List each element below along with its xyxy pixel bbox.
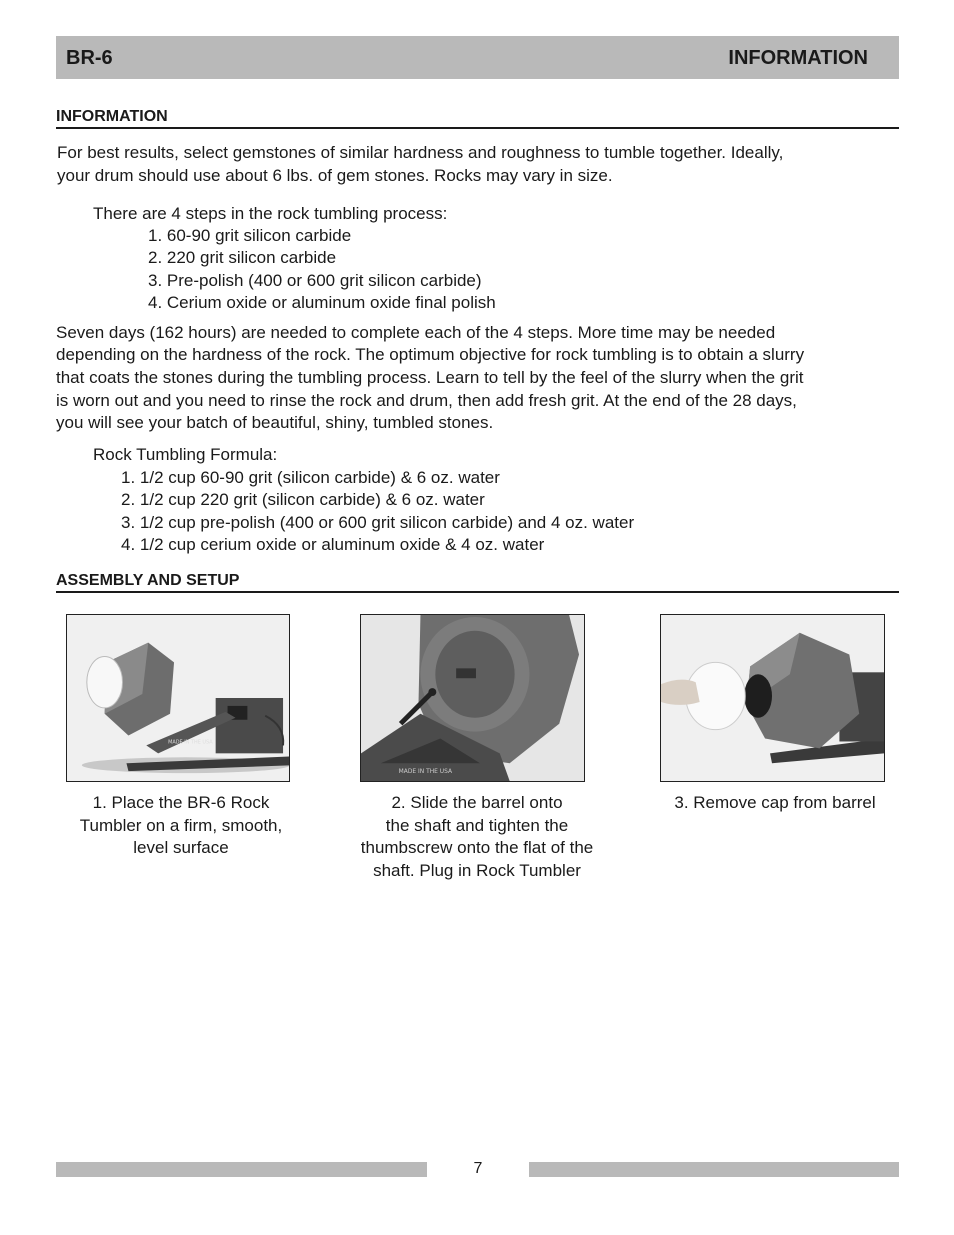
step-2-caption [337,792,617,883]
step-3-caption [650,792,900,815]
photo-label: MADE IN THE USA [398,768,453,776]
step-1-caption [56,792,306,860]
page-number: 7 [473,1160,483,1177]
body-line: Seven days (162 hours) are needed to complete each of the 4 steps. More time may be needed [56,323,776,342]
step-item: 4. Cerium oxide or aluminum oxide final polish [148,293,496,312]
caption-line: 2. Slide the barrel onto [391,793,563,812]
formula-intro: Rock Tumbling Formula: [93,445,278,464]
caption-line: the shaft and tighten the [385,815,569,835]
formula-item: 2. 1/2 cup 220 grit (silicon carbide) & 6 oz. water [121,490,485,509]
assembly-heading: ASSEMBLY AND SETUP [56,572,899,593]
formula-item: 4. 1/2 cup cerium oxide or aluminum oxide & 4 oz. water [121,535,545,554]
formula-item: 1. 1/2 cup 60-90 grit (silicon carbide) & 6 oz. water [121,468,500,487]
step-item: 1. 60-90 grit silicon carbide [148,226,352,245]
tumbler-on-surface-photo [66,614,290,782]
body-line: depending on the hardness of the rock. The optimum objective for rock tumbling is to obtain a slurry [56,345,805,364]
footer-bar-right [529,1162,899,1177]
page-header [56,36,899,79]
header-title: INFORMATION [728,47,868,69]
caption-line: level surface [133,838,229,858]
model-label: BR-6 [66,47,113,69]
barrel-shaft-photo [360,614,585,782]
step-item: 3. Pre-polish (400 or 600 grit silicon carbide) [148,271,482,290]
intro-line: your drum should use about 6 lbs. of gem stones. Rocks may vary in size. [57,166,613,185]
intro-line: For best results, select gemstones of similar hardness and roughness to tumble together. Ideally, [57,143,784,162]
caption-line: Tumbler on a firm, smooth, [79,815,283,835]
formula-item: 3. 1/2 cup pre-polish (400 or 600 grit silicon carbide) and 4 oz. water [121,513,635,532]
photo-label: MADE IN THE USA [168,739,213,746]
information-heading: INFORMATION [56,108,899,129]
remove-cap-photo [660,614,885,782]
body-line: is worn out and you need to rinse the rock and drum, then add fresh grit. At the end of the 28 days, [56,391,797,410]
caption-line: 3. Remove cap from barrel [674,793,876,812]
body-line: that coats the stones during the tumbling process. Learn to tell by the feel of the slurry when the grit [56,368,804,387]
body-line: you will see your batch of beautiful, shiny, tumbled stones. [56,413,494,432]
caption-line: shaft. Plug in Rock Tumbler [373,861,581,881]
steps-intro: There are 4 steps in the rock tumbling process: [93,204,448,223]
footer-bar-left [56,1162,427,1177]
caption-line: 1. Place the BR-6 Rock [92,793,270,812]
step-item: 2. 220 grit silicon carbide [148,248,337,267]
caption-line: thumbscrew onto the flat of the [360,838,594,858]
